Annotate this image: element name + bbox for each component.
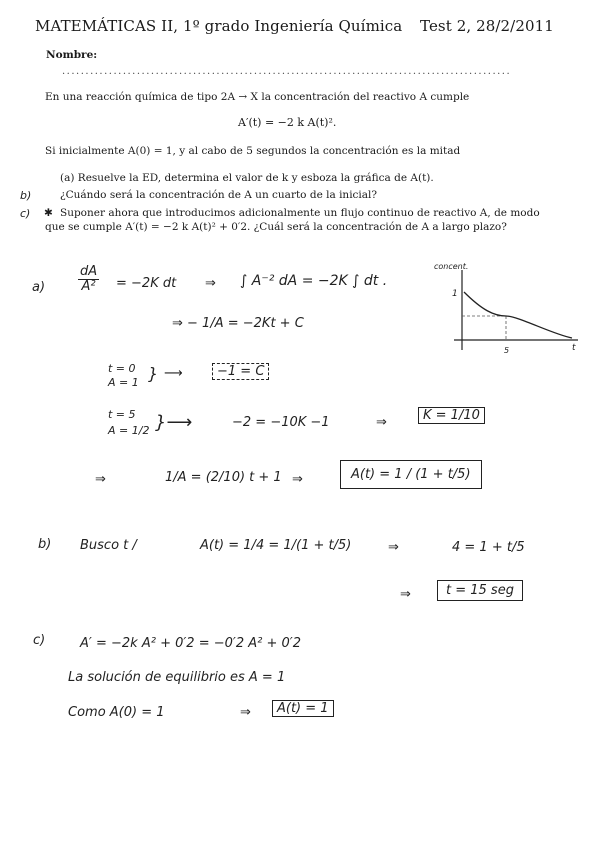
answer-a-final-lhs: 1/A = (2/10) t + 1: [165, 470, 282, 485]
implies-arrow-6: ⇒: [400, 587, 411, 602]
implies-arrow-3: ⇒: [95, 472, 106, 487]
graph-y-tick: 1: [452, 289, 458, 299]
answer-c-result: A(t) = 1: [272, 700, 334, 717]
graph-x-tick: 5: [504, 346, 510, 355]
A2-denominator: A²: [81, 279, 96, 294]
answer-c-initial: Como A(0) = 1: [68, 705, 165, 720]
brace-2: }⟶: [155, 412, 193, 433]
answer-b-eq2: 4 = 1 + t/5: [452, 540, 525, 555]
condition-1: [108, 362, 139, 390]
answer-b-label: b): [38, 537, 52, 552]
part-c-text-line2: que se cumple A′(t) = −2 k A(t)² + 0′2. ¿Cuál será la concentración de A a largo plazo?: [45, 221, 507, 233]
answer-c-equilibrium: La solución de equilibrio es A = 1: [68, 670, 286, 685]
solution-result: A(t) = 1 / (1 + t/5): [340, 460, 482, 489]
implies-arrow-2: ⇒: [376, 415, 387, 430]
answer-c-label: c): [33, 633, 46, 648]
condition-1-top: t = 0: [108, 362, 136, 375]
brace-1: }: [148, 364, 159, 383]
name-label: Nombre:: [46, 49, 98, 61]
margin-mark-b: b): [20, 189, 32, 202]
answer-b-text: Busco t /: [80, 538, 137, 553]
part-a-text: (a) Resuelve la ED, determina el valor de k y esboza la gráfica de A(t).: [60, 172, 434, 184]
problem-equation: A′(t) = −2 k A(t)².: [238, 116, 337, 129]
graph-x-label: t: [572, 343, 576, 353]
part-b-text: ¿Cuándo será la concentración de A un cuarto de la inicial?: [60, 189, 378, 201]
answer-b-result: t = 15 seg: [437, 580, 523, 601]
graph-y-label: concent.: [434, 262, 469, 271]
part-c-text-line1: Suponer ahora que introducimos adicionalmente un flujo continuo de reactivo A, de modo: [60, 207, 540, 219]
condition-1-arrow: ⟶: [164, 366, 183, 381]
problem-intro: En una reacción química de tipo 2A → X la concentración del reactivo A cumple: [45, 91, 470, 103]
condition-2: [108, 407, 149, 439]
answer-a-label: a): [32, 280, 46, 295]
implies-arrow-4: ⇒: [292, 472, 303, 487]
implies-arrow-5: ⇒: [388, 540, 399, 555]
k-result: K = 1/10: [418, 407, 485, 424]
answer-a-line2: ⇒ − 1/A = −2Kt + C: [172, 316, 304, 331]
condition-1-result: −1 = C: [212, 363, 269, 380]
answer-a-fraction: [78, 265, 99, 294]
problem-condition: Si inicialmente A(0) = 1, y al cabo de 5 segundos la concentración es la mitad: [45, 145, 461, 157]
graph-curve: [464, 292, 572, 338]
implies-arrow-1: ⇒: [205, 276, 216, 291]
margin-mark-c: c): [20, 207, 31, 220]
condition-1-bottom: A = 1: [108, 376, 139, 389]
condition-2-equation: −2 = −10K −1: [232, 415, 330, 430]
condition-2-top: t = 5: [108, 408, 136, 421]
condition-2-bottom: A = 1/2: [108, 424, 150, 437]
answer-a-integral: ∫ A⁻² dA = −2K ∫ dt .: [240, 273, 388, 289]
answer-b-eq1: A(t) = 1/4 = 1/(1 + t/5): [200, 538, 352, 553]
concentration-graph: [432, 258, 582, 363]
answer-c-equation: A′ = −2k A² + 0′2 = −0′2 A² + 0′2: [80, 636, 302, 651]
dA-numerator: dA: [80, 264, 98, 279]
answer-a-rhs: = −2K dt: [116, 276, 177, 291]
test-date: Test 2, 28/2/2011: [420, 17, 554, 35]
implies-arrow-7: ⇒: [240, 705, 251, 720]
part-c-mark-icon: ✱: [44, 207, 53, 219]
name-dotted-line: ................................................................................................: [62, 66, 512, 77]
exam-title: MATEMÁTICAS II, 1º grado Ingeniería Química: [35, 17, 403, 35]
